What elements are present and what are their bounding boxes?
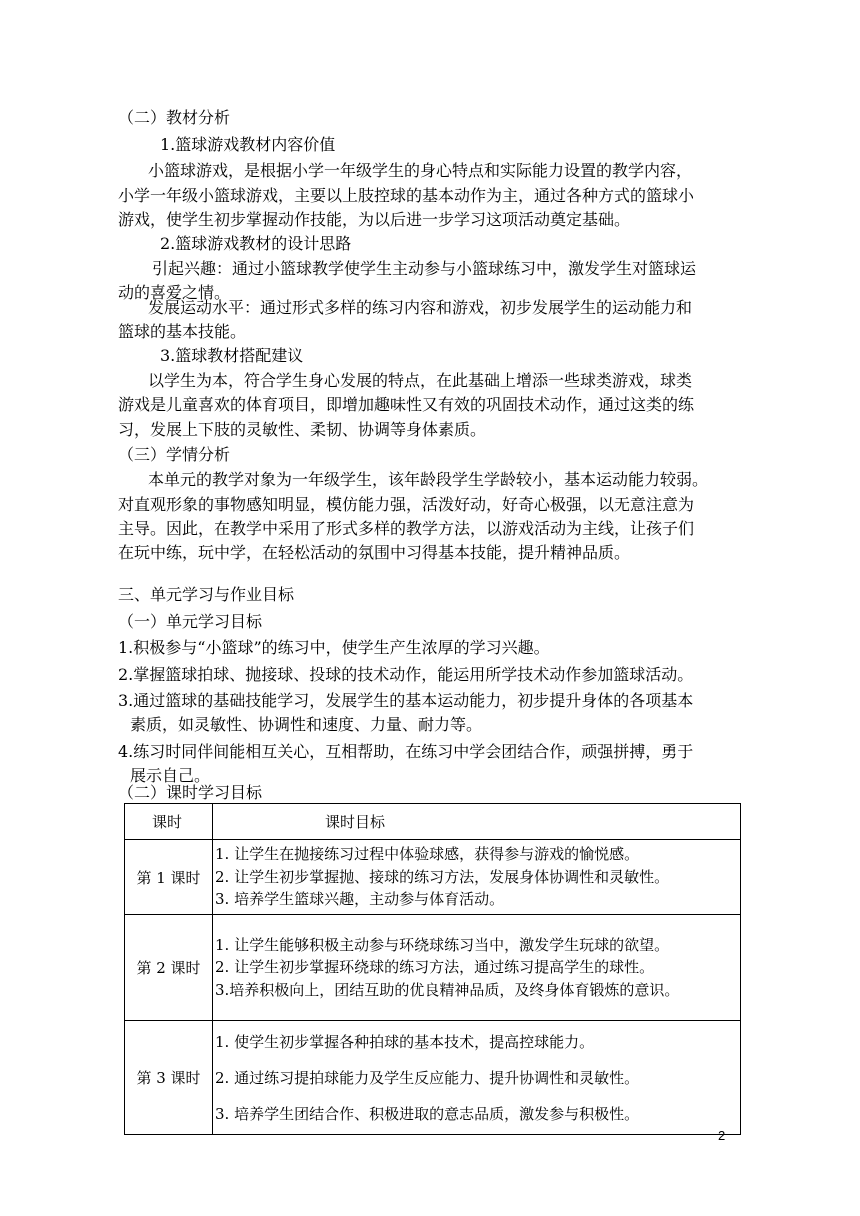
body-text-line: 动的喜爱之情。 (118, 283, 231, 302)
goal-line: 1. 让学生在抛接练习过程中体验球感，获得参与游戏的愉悦感。 (215, 845, 640, 864)
goal-line: 3.培养积极向上，团结互助的优良精神品质，及终身体育锻炼的意识。 (215, 980, 680, 999)
goal-line: 2. 让学生初步掌握抛、接球的练习方法，发展身体协调性和灵敏性。 (215, 867, 670, 886)
lesson-cell: 第 3 课时 (125, 1021, 213, 1135)
table-row (125, 1021, 741, 1135)
goals-cell (213, 840, 741, 915)
table-row (125, 840, 741, 915)
body-text-line: 引起兴趣：通过小篮球教学使学生主动参与小篮球练习中，激发学生对篮球运 (152, 259, 697, 278)
subheading-design-idea: 2.篮球游戏教材的设计思路 (160, 234, 352, 253)
header-lesson: 课时 (125, 804, 213, 840)
goal-line: 1. 让学生能够积极主动参与环绕球练习当中，激发学生玩球的欲望。 (215, 935, 670, 954)
body-text-line: 习，发展上下肢的灵敏性、柔韧、协调等身体素质。 (118, 420, 487, 439)
body-text-line: 对直观形象的事物感知明显，模仿能力强，活泼好动，好奇心极强，以无意注意为 (118, 495, 695, 514)
subheading-content-value: 1.篮球游戏教材内容价值 (160, 135, 336, 154)
goals-cell (213, 915, 741, 1021)
goal-item-4-continued: 展示自己。 (130, 766, 211, 785)
body-text-line: 小篮球游戏，是根据小学一年级学生的身心特点和实际能力设置的教学内容， (148, 161, 693, 180)
goal-line: 1. 使学生初步掌握各种拍球的基本技术，提高控球能力。 (215, 1032, 595, 1051)
body-text-line: 以学生为本，符合学生身心发展的特点，在此基础上增添一些球类游戏，球类 (148, 371, 693, 390)
body-text-line: 主导。因此，在教学中采用了形式多样的教学方法，以游戏活动为主线，让孩子们 (118, 519, 695, 538)
header-lesson-goals: 课时目标 (213, 804, 741, 840)
section-heading-lesson-goals: （二）课时学习目标 (118, 783, 263, 802)
goal-line: 2. 通过练习提拍球能力及学生反应能力、提升协调性和灵敏性。 (215, 1068, 640, 1087)
lesson-cell: 第 1 课时 (125, 840, 213, 915)
goal-item-1: 1.积极参与“小篮球”的练习中，使学生产生浓厚的学习兴趣。 (118, 638, 550, 657)
goal-line: 2. 让学生初步掌握环绕球的练习方法，通过练习提高学生的球性。 (215, 958, 655, 977)
body-text-line: 本单元的教学对象为一年级学生，该年龄段学生学龄较小，基本运动能力较弱。 (148, 470, 709, 489)
goal-item-4: 4.练习时同伴间能相互关心，互相帮助，在练习中学会团结合作，顽强拼搏，勇于 (118, 742, 694, 761)
goal-item-3-continued: 素质，如灵敏性、协调性和速度、力量、耐力等。 (130, 715, 483, 734)
section-heading-unit-learning-goals: （一）单元学习目标 (118, 612, 263, 631)
section-heading-learner-analysis: （三）学情分析 (118, 445, 231, 464)
table-row (125, 915, 741, 1021)
body-text-line: 游戏，使学生初步掌握动作技能，为以后进一步学习这项活动奠定基础。 (118, 210, 631, 229)
body-text-line: 发展运动水平：通过形式多样的练习内容和游戏，初步发展学生的运动能力和 (148, 298, 693, 317)
goal-line: 3. 培养学生篮球兴趣，主动参与体育活动。 (215, 890, 505, 909)
body-text-line: 游戏是儿童喜欢的体育项目，即增加趣味性又有效的巩固技术动作，通过这类的练 (118, 395, 695, 414)
goal-item-3: 3.通过篮球的基础技能学习，发展学生的基本运动能力，初步提升身体的各项基本 (118, 691, 694, 710)
goal-line: 3. 培养学生团结合作、积极进取的意志品质，激发参与积极性。 (215, 1104, 640, 1123)
lesson-goals-table (124, 803, 741, 1135)
body-text-line: 小学一年级小篮球游戏，主要以上肢控球的基本动作为主，通过各种方式的篮球小 (118, 186, 695, 205)
goals-cell (213, 1021, 741, 1135)
goal-item-2: 2.掌握篮球拍球、抛接球、投球的技术动作，能运用所学技术动作参加篮球活动。 (118, 665, 694, 684)
subheading-matching-suggestion: 3.篮球教材搭配建议 (160, 346, 304, 365)
table-header-row (125, 804, 741, 840)
body-text-line: 在玩中练，玩中学，在轻松活动的氛围中习得基本技能，提升精神品质。 (118, 543, 631, 562)
lesson-cell: 第 2 课时 (125, 915, 213, 1021)
page-number: 2 (718, 1128, 726, 1143)
chapter-heading-unit-goals: 三、单元学习与作业目标 (118, 585, 295, 604)
body-text-line: 篮球的基本技能。 (118, 322, 247, 341)
section-heading-material-analysis: （二）教材分析 (118, 108, 231, 127)
